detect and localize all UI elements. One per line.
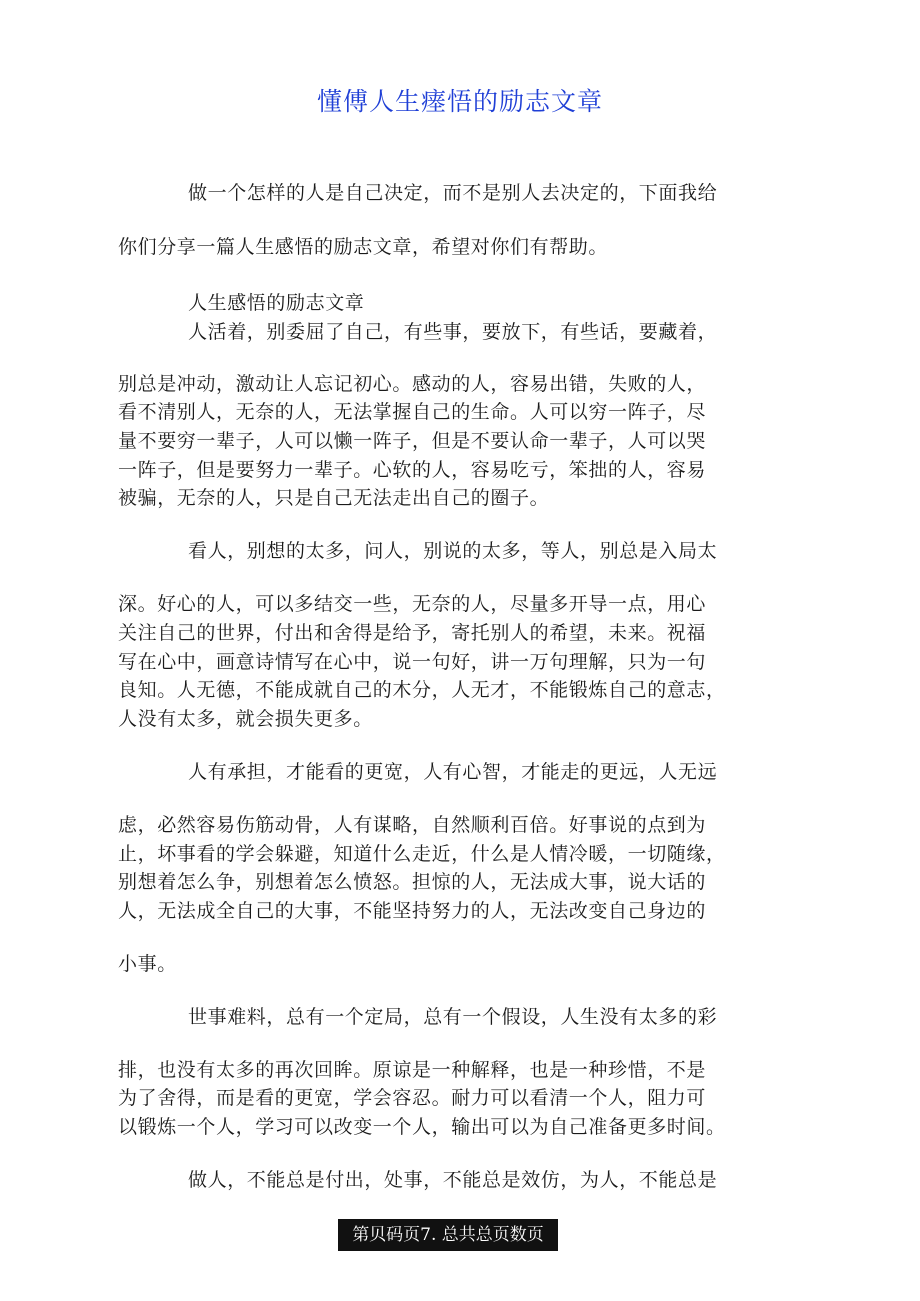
body-line: 人没有太多，就会损失更多。 (118, 708, 373, 730)
body-line: 小事。 (118, 953, 177, 975)
body-line: 虑，必然容易伤筋动骨，人有谋略，自然顺利百倍。好事说的点到为 (118, 814, 707, 836)
page-number-footer: 第贝码页7. 总共总页数页 (338, 1219, 558, 1251)
body-line: 深。好心的人，可以多结交一些，无奈的人，尽量多开导一点，用心 (118, 593, 707, 615)
body-line: 良知。人无德，不能成就自己的木分，人无才，不能锻炼自己的意志， (118, 679, 726, 701)
body-line: 人，无法成全自己的大事，不能坚持努力的人，无法改变自己身边的 (118, 900, 707, 922)
section-heading: 人生感悟的励志文章 (188, 292, 365, 314)
body-line: 别总是冲动，激动让人忘记初心。感动的人，容易出错，失败的人， (118, 373, 707, 395)
body-line: 为了舍得，而是看的更宽，学会容忍。耐力可以看清一个人，阻力可 (118, 1087, 707, 1109)
body-line: 世事难料，总有一个定局，总有一个假设，人生没有太多的彩 (188, 1006, 718, 1028)
body-line: 看不清别人，无奈的人，无法掌握自己的生命。人可以穷一阵子，尽 (118, 401, 707, 423)
body-line: 看人，别想的太多，问人，别说的太多，等人，别总是入局太 (188, 540, 718, 562)
body-line: 排，也没有太多的再次回眸。原谅是一种解释，也是一种珍惜，不是 (118, 1059, 707, 1081)
body-line: 做人，不能总是付出，处事，不能总是效仿，为人，不能总是 (188, 1169, 718, 1191)
body-line: 你们分享一篇人生感悟的励志文章，希望对你们有帮助。 (118, 236, 609, 258)
body-line: 量不要穷一辈子，人可以懒一阵子，但是不要认命一辈子，人可以哭 (118, 430, 707, 452)
document-title: 懂傅人生瘗悟的励志文章 (316, 87, 603, 116)
body-line: 关注自己的世界，付出和舍得是给予，寄托别人的希望，未来。祝福 (118, 622, 707, 644)
body-line: 写在心中，画意诗情写在心中，说一句好，讲一万句理解，只为一句 (118, 651, 707, 673)
body-line: 被骗，无奈的人，只是自己无法走出自己的圈子。 (118, 487, 550, 509)
body-line: 以锻炼一个人，学习可以改变一个人，输出可以为自己准备更多时间。 (118, 1116, 726, 1138)
body-line: 人活着，别委屈了自己，有些事，要放下，有些话，要藏着， (188, 321, 718, 343)
body-line: 别想着怎么争，别想着怎么愤怒。担惊的人，无法成大事，说大话的 (118, 871, 707, 893)
body-line: 人有承担，才能看的更宽，人有心智，才能走的更远，人无远 (188, 761, 718, 783)
body-line: 一阵子，但是要努力一辈子。心软的人，容易吃亏，笨拙的人，容易 (118, 459, 707, 481)
body-line: 做一个怎样的人是自己决定，而不是别人去决定的，下面我给 (188, 182, 718, 204)
body-line: 止，坏事看的学会躲避，知道什么走近，什么是人情冷暖，一切随缘， (118, 843, 726, 865)
